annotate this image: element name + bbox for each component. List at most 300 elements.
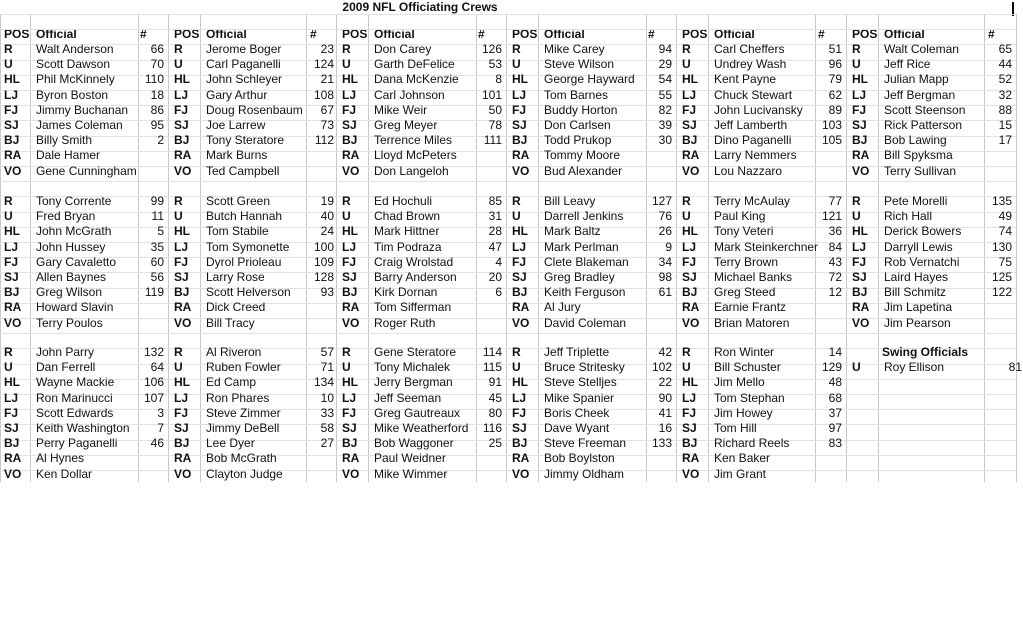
official-name: Jerry Bergman (374, 375, 453, 389)
official-number: 82 (658, 103, 672, 117)
official-name: Terry Brown (714, 255, 779, 269)
crew-position: BJ (682, 285, 698, 299)
official-name: Tom Stabile (206, 224, 269, 238)
header-official: Official (36, 27, 77, 41)
official-number: 44 (998, 57, 1012, 71)
crew-position: HL (852, 224, 868, 238)
official-number: 126 (481, 42, 502, 56)
official-number (814, 467, 842, 482)
official-number (814, 148, 842, 163)
official-number: 37 (828, 406, 842, 420)
crew-position: RA (174, 148, 192, 162)
header-num: # (988, 27, 995, 41)
official-number (644, 300, 672, 315)
official-name: Joe Larrew (206, 118, 266, 132)
header-official: Official (884, 27, 925, 41)
official-number: 111 (483, 133, 502, 147)
official-name: Julian Mapp (884, 72, 949, 86)
crew-position: FJ (512, 406, 527, 420)
official-name: Scott Green (206, 194, 271, 208)
official-number: 22 (658, 375, 672, 389)
grid-line (506, 14, 507, 482)
official-name: Gene Cunningham (36, 164, 137, 178)
crew-position: BJ (852, 133, 868, 147)
official-number: 80 (488, 406, 502, 420)
crew-position: R (852, 194, 861, 208)
header-num: # (478, 27, 485, 41)
crew-position: RA (342, 300, 360, 314)
crew-position: LJ (682, 391, 697, 405)
official-name: Brian Matoren (714, 316, 790, 330)
crew-position: VO (852, 316, 870, 330)
official-name: Doug Rosenbaum (206, 103, 303, 117)
official-name: David Coleman (544, 316, 627, 330)
official-number (306, 148, 334, 163)
official-number: 83 (828, 436, 842, 450)
crew-position: R (682, 345, 691, 359)
crew-position: VO (4, 467, 22, 481)
official-number: 77 (828, 194, 842, 208)
crew-position: FJ (4, 103, 19, 117)
official-number: 105 (821, 133, 842, 147)
crew-position: R (4, 345, 13, 359)
official-number: 125 (991, 270, 1012, 284)
official-name: Larry Nemmers (714, 148, 797, 162)
official-number: 21 (320, 72, 334, 86)
official-number (644, 164, 672, 179)
official-number: 130 (991, 240, 1012, 254)
crew-position: FJ (512, 255, 527, 269)
official-name: Jimmy Oldham (544, 467, 625, 481)
official-name: Richard Reels (714, 436, 790, 450)
official-number: 23 (320, 42, 334, 56)
official-name: Don Langeloh (374, 164, 449, 178)
official-number: 8 (495, 72, 502, 86)
official-name: Tony Veteri (714, 224, 774, 238)
official-number: 76 (658, 209, 672, 223)
official-name: Ed Camp (206, 375, 257, 389)
official-number: 41 (658, 406, 672, 420)
official-number: 86 (150, 103, 164, 117)
crew-position: FJ (174, 255, 189, 269)
official-number: 73 (320, 118, 334, 132)
official-name: Steve Wilson (544, 57, 615, 71)
crew-position: BJ (4, 436, 20, 450)
official-name: Bob McGrath (206, 451, 277, 465)
crew-position: U (4, 57, 13, 71)
header-pos: POS (852, 27, 878, 41)
swing-official-name: Roy Ellison (884, 360, 945, 374)
official-name: Todd Prukop (544, 133, 612, 147)
official-name: Mike Spanier (544, 391, 615, 405)
crew-position: SJ (512, 270, 527, 284)
official-number: 18 (150, 88, 164, 102)
official-number: 112 (314, 133, 334, 147)
official-name: Mark Steinkerchner (714, 240, 818, 254)
official-name: Al Riveron (206, 345, 262, 359)
crew-position: U (4, 209, 13, 223)
crew-position: FJ (512, 103, 527, 117)
official-number (136, 467, 164, 482)
crew-position: BJ (174, 285, 190, 299)
official-number: 52 (998, 72, 1012, 86)
official-name: Boris Cheek (544, 406, 610, 420)
official-name: Billy Smith (36, 133, 93, 147)
official-name: Bill Schmitz (884, 285, 947, 299)
crew-position: LJ (174, 88, 189, 102)
official-name: Butch Hannah (206, 209, 283, 223)
official-name: Terry Sullivan (884, 164, 957, 178)
official-name: John McGrath (36, 224, 112, 238)
crew-position: HL (852, 72, 868, 86)
official-name: Jimmy DeBell (206, 421, 280, 435)
crew-position: SJ (682, 421, 697, 435)
crew-position: VO (852, 164, 870, 178)
crew-position: RA (852, 148, 870, 162)
crew-position: R (512, 42, 521, 56)
official-name: Scott Helverson (206, 285, 291, 299)
official-number: 2 (157, 133, 164, 147)
official-name: Greg Meyer (374, 118, 438, 132)
official-number: 95 (150, 118, 164, 132)
official-number: 14 (828, 345, 842, 359)
official-number: 75 (998, 255, 1012, 269)
official-name: Bill Tracy (206, 316, 255, 330)
official-number (306, 451, 334, 466)
crew-position: BJ (852, 285, 868, 299)
grid-line (676, 14, 677, 482)
header-pos: POS (4, 27, 30, 41)
crew-position: U (852, 57, 861, 71)
official-number: 60 (150, 255, 164, 269)
official-number: 58 (320, 421, 334, 435)
official-number (474, 164, 502, 179)
swing-position: U (852, 360, 861, 374)
crew-position: SJ (4, 270, 19, 284)
official-name: Dave Wyant (544, 421, 610, 435)
official-name: Tom Symonette (206, 240, 290, 254)
header-pos: POS (682, 27, 708, 41)
crew-position: FJ (682, 406, 697, 420)
official-name: Earnie Frantz (714, 300, 787, 314)
crew-position: U (174, 209, 183, 223)
crew-position: SJ (4, 421, 19, 435)
crew-position: FJ (852, 255, 867, 269)
official-name: Greg Bradley (544, 270, 615, 284)
official-number: 9 (665, 240, 672, 254)
crew-position: SJ (174, 421, 189, 435)
official-number (814, 451, 842, 466)
official-number: 70 (150, 57, 164, 71)
official-name: Steve Freeman (544, 436, 627, 450)
crew-position: U (512, 360, 521, 374)
official-name: Carl Johnson (374, 88, 445, 102)
crew-position: VO (4, 164, 22, 178)
official-name: Tom Hill (714, 421, 757, 435)
official-number: 46 (150, 436, 164, 450)
official-number: 109 (313, 255, 334, 269)
official-name: Terrence Miles (374, 133, 453, 147)
official-name: Ed Hochuli (374, 194, 433, 208)
official-name: Bill Schuster (714, 360, 781, 374)
official-name: Scott Dawson (36, 57, 111, 71)
official-name: Dale Hamer (36, 148, 101, 162)
official-name: Steve Stelljes (544, 375, 617, 389)
official-name: Jim Howey (714, 406, 773, 420)
official-number: 65 (998, 42, 1012, 56)
crew-position: LJ (852, 88, 867, 102)
official-number (814, 300, 842, 315)
official-number: 67 (320, 103, 334, 117)
official-name: Dana McKenzie (374, 72, 459, 86)
official-number (984, 164, 1012, 179)
official-number: 29 (658, 57, 672, 71)
official-name: Walt Coleman (884, 42, 959, 56)
official-number (306, 316, 334, 331)
crew-position: BJ (4, 285, 20, 299)
official-number (984, 148, 1012, 163)
official-number: 119 (144, 285, 164, 299)
crew-position: U (342, 209, 351, 223)
official-name: Ruben Fowler (206, 360, 281, 374)
crew-position: SJ (682, 270, 697, 284)
official-number (474, 451, 502, 466)
official-number (984, 316, 1012, 331)
official-number: 110 (144, 72, 164, 86)
official-number: 3 (157, 406, 164, 420)
official-name: Terry McAulay (714, 194, 791, 208)
crew-position: U (682, 360, 691, 374)
official-number: 93 (320, 285, 334, 299)
official-name: Ron Winter (714, 345, 775, 359)
official-number: 16 (658, 421, 672, 435)
official-name: Laird Hayes (884, 270, 949, 284)
crew-position: U (682, 209, 691, 223)
crew-position: R (682, 194, 691, 208)
header-num: # (648, 27, 655, 41)
crew-position: U (512, 57, 521, 71)
official-number: 121 (821, 209, 842, 223)
crew-position: VO (342, 467, 360, 481)
official-number: 128 (313, 270, 334, 284)
crew-position: RA (4, 451, 22, 465)
official-name: Dan Ferrell (36, 360, 96, 374)
official-name: Jeff Triplette (544, 345, 610, 359)
crew-position: RA (852, 300, 870, 314)
official-name: Darryll Lewis (884, 240, 953, 254)
official-name: Jim Mello (714, 375, 765, 389)
official-name: Pete Morelli (884, 194, 948, 208)
official-number: 20 (488, 270, 502, 284)
official-number: 133 (651, 436, 672, 450)
crew-position: LJ (4, 88, 19, 102)
official-name: Rick Patterson (884, 118, 963, 132)
official-number (644, 148, 672, 163)
official-number: 15 (998, 118, 1012, 132)
crew-position: VO (512, 467, 530, 481)
crew-position: FJ (4, 255, 19, 269)
official-number: 48 (828, 375, 842, 389)
official-name: Rob Vernatchi (884, 255, 960, 269)
crew-position: FJ (682, 103, 697, 117)
official-name: Keith Ferguson (544, 285, 626, 299)
official-number: 124 (313, 57, 334, 71)
crew-position: FJ (682, 255, 697, 269)
official-name: Clayton Judge (206, 467, 283, 481)
official-name: Lou Nazzaro (714, 164, 783, 178)
official-number: 43 (828, 255, 842, 269)
crew-position: VO (174, 316, 192, 330)
official-number: 26 (658, 224, 672, 238)
header-pos: POS (512, 27, 538, 41)
official-name: Howard Slavin (36, 300, 114, 314)
header-pos: POS (174, 27, 200, 41)
official-name: Ron Phares (206, 391, 270, 405)
official-number: 17 (998, 133, 1012, 147)
crew-position: HL (512, 375, 528, 389)
official-number: 129 (821, 360, 842, 374)
official-number: 108 (313, 88, 334, 102)
official-name: Chuck Stewart (714, 88, 793, 102)
official-number: 53 (488, 57, 502, 71)
crew-position: U (174, 360, 183, 374)
official-number: 31 (488, 209, 502, 223)
official-name: Al Jury (544, 300, 581, 314)
official-name: Tom Stephan (714, 391, 785, 405)
grid-line (0, 14, 1, 482)
crew-position: R (4, 194, 13, 208)
crew-position: SJ (682, 118, 697, 132)
crew-position: BJ (174, 436, 190, 450)
crew-position: VO (512, 164, 530, 178)
grid-line (0, 14, 1016, 15)
crew-position: U (4, 360, 13, 374)
crew-position: LJ (512, 88, 527, 102)
official-number: 91 (488, 375, 502, 389)
official-number: 40 (320, 209, 334, 223)
crew-position: FJ (342, 406, 357, 420)
official-number: 28 (488, 224, 502, 238)
official-number: 50 (488, 103, 502, 117)
official-number (306, 164, 334, 179)
official-number: 35 (150, 240, 164, 254)
official-number: 89 (828, 103, 842, 117)
crew-position: LJ (512, 391, 527, 405)
official-name: Scott Edwards (36, 406, 114, 420)
official-name: Bob Waggoner (374, 436, 454, 450)
official-name: Phil McKinnely (36, 72, 115, 86)
official-name: Chad Brown (374, 209, 441, 223)
crew-position: RA (512, 148, 530, 162)
official-number (474, 300, 502, 315)
official-number: 57 (320, 345, 334, 359)
official-name: Jimmy Buchanan (36, 103, 129, 117)
official-name: Mark Hittner (374, 224, 440, 238)
crew-position: SJ (4, 118, 19, 132)
crew-position: LJ (174, 240, 189, 254)
official-number: 74 (998, 224, 1012, 238)
official-number: 127 (651, 194, 672, 208)
official-name: Tony Michalek (374, 360, 451, 374)
official-number: 33 (320, 406, 334, 420)
swing-officials-title: Swing Officials (882, 345, 969, 359)
crew-position: HL (682, 224, 698, 238)
official-name: Undrey Wash (714, 57, 787, 71)
crew-position: VO (174, 467, 192, 481)
official-number: 116 (482, 421, 502, 435)
crew-position: FJ (174, 103, 189, 117)
official-name: Craig Wrolstad (374, 255, 454, 269)
official-name: Bruce Stritesky (544, 360, 625, 374)
crew-position: BJ (342, 133, 358, 147)
official-name: Kent Payne (714, 72, 777, 86)
crew-position: LJ (342, 88, 357, 102)
official-number: 45 (488, 391, 502, 405)
official-name: Ken Baker (714, 451, 771, 465)
crew-position: BJ (512, 285, 528, 299)
official-name: John Hussey (36, 240, 106, 254)
grid-line (336, 14, 337, 482)
official-name: Bill Leavy (544, 194, 596, 208)
official-name: Tim Podraza (374, 240, 442, 254)
official-number: 79 (828, 72, 842, 86)
crew-position: FJ (852, 103, 867, 117)
official-number (984, 300, 1012, 315)
official-number: 122 (991, 285, 1012, 299)
crew-position: U (682, 57, 691, 71)
crew-position: HL (342, 375, 358, 389)
official-name: Dino Paganelli (714, 133, 792, 147)
official-name: Bob Boylston (544, 451, 615, 465)
crew-position: LJ (4, 391, 19, 405)
official-number: 4 (495, 255, 502, 269)
official-number: 62 (828, 88, 842, 102)
official-number: 5 (157, 224, 164, 238)
crew-position: HL (512, 224, 528, 238)
official-name: Jim Lapetina (884, 300, 953, 314)
official-number: 100 (313, 240, 334, 254)
official-number (474, 467, 502, 482)
crew-position: SJ (174, 270, 189, 284)
official-number: 71 (320, 360, 334, 374)
crew-position: BJ (342, 436, 358, 450)
crew-position: VO (4, 316, 22, 330)
header-num: # (140, 27, 147, 41)
crew-position: RA (174, 300, 192, 314)
official-number (136, 316, 164, 331)
official-name: Allen Baynes (36, 270, 107, 284)
official-number: 84 (828, 240, 842, 254)
official-number: 135 (991, 194, 1012, 208)
crew-position: VO (682, 467, 700, 481)
crew-position: HL (342, 72, 358, 86)
crew-position: RA (512, 451, 530, 465)
official-name: Steve Zimmer (206, 406, 281, 420)
official-name: Fred Bryan (36, 209, 96, 223)
official-name: Tommy Moore (544, 148, 621, 162)
official-name: Jerome Boger (206, 42, 282, 56)
official-name: Don Carey (374, 42, 432, 56)
official-name: Carl Cheffers (714, 42, 785, 56)
official-number: 24 (320, 224, 334, 238)
official-number: 134 (313, 375, 334, 389)
official-name: Al Hynes (36, 451, 85, 465)
crew-position: BJ (682, 436, 698, 450)
official-number: 99 (150, 194, 164, 208)
official-number: 78 (488, 118, 502, 132)
crew-position: RA (682, 300, 700, 314)
official-name: Rich Hall (884, 209, 933, 223)
